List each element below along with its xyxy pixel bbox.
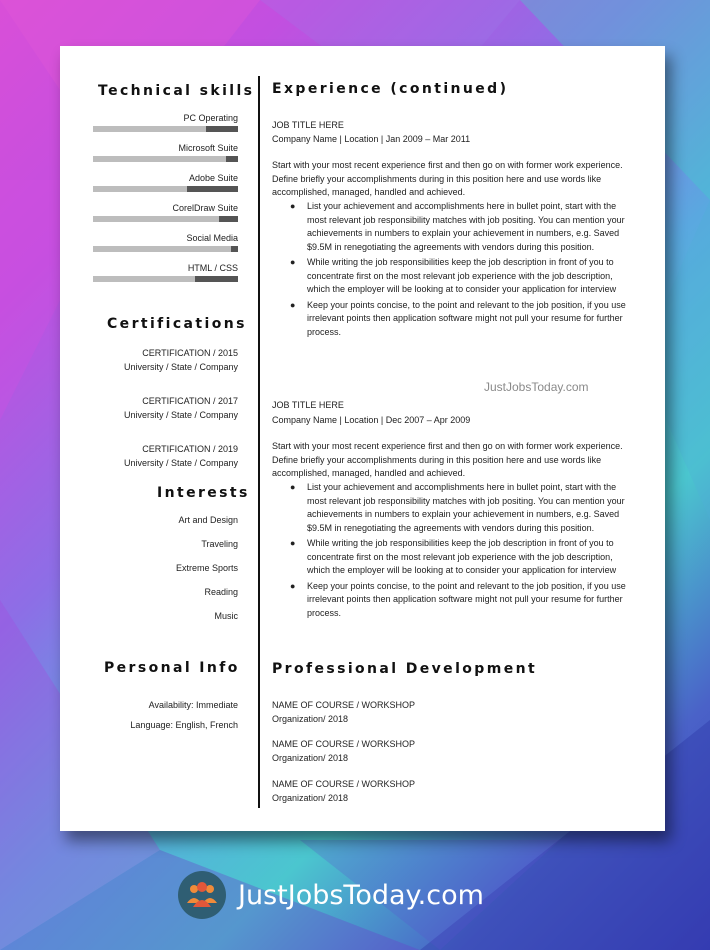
interests-heading: Interests xyxy=(157,485,250,501)
course-org: Organization/ 2018 xyxy=(272,714,349,724)
certification-place: University / State / Company xyxy=(123,362,238,372)
skill-bar xyxy=(93,156,238,162)
skill-label: CorelDraw Suite xyxy=(172,203,238,213)
job-intro: Start with your most recent experience first and then go on with former work experience. Define briefly your accomplishments during in this position here and use words like accomplished, managed, handled and achieved. xyxy=(272,441,623,478)
skill-item xyxy=(93,232,238,252)
people-group-icon xyxy=(178,871,226,919)
job-meta: Company Name | Location | Dec 2007 – Apr 2009 xyxy=(272,415,471,425)
technical-skills-heading: Technical skills xyxy=(98,83,255,99)
list-item: ● List your achievement and accomplishments here in bullet point, start with the most relevant job responsibility matches with job positing. You can mention your achievements in numbers to explain your achievement in numbers, e.g. Saved $9.5M in renegotiating the agreements with vendors during this position. xyxy=(290,201,625,252)
course-name: NAME OF COURSE / WORKSHOP xyxy=(272,779,416,789)
bullet-icon: ● xyxy=(290,482,296,492)
course-name: NAME OF COURSE / WORKSHOP xyxy=(272,739,416,749)
skill-item xyxy=(93,112,238,132)
personal-info-heading: Personal Info xyxy=(104,660,240,676)
certification-title: CERTIFICATION / 2015 xyxy=(142,348,238,358)
certification-place: University / State / Company xyxy=(123,410,238,420)
watermark: JustJobsToday.com xyxy=(484,380,589,394)
experience-heading: Experience (continued) xyxy=(272,81,509,97)
interest-item: Traveling xyxy=(201,539,238,549)
bullet-icon: ● xyxy=(290,538,296,548)
skill-label: PC Operating xyxy=(183,113,238,123)
skill-label: Microsoft Suite xyxy=(178,143,238,153)
job-bullets xyxy=(290,481,635,622)
job-title: JOB TITLE HERE xyxy=(272,120,344,130)
skill-bar xyxy=(93,216,238,222)
resume-page xyxy=(60,46,665,831)
interest-item: Music xyxy=(214,611,238,621)
skill-item xyxy=(93,262,238,282)
professional-development-heading: Professional Development xyxy=(272,661,538,677)
bullet-icon: ● xyxy=(290,257,296,267)
skill-bar xyxy=(93,246,238,252)
job-bullets xyxy=(290,200,635,341)
certification-title: CERTIFICATION / 2019 xyxy=(142,444,238,454)
list-item: ● While writing the job responsibilities keep the job description in front of you to concentrate first on the most relevant job experience with the job description, which the employer will be looking at to consider your application for interview xyxy=(290,538,617,575)
personal-info-item: Language: English, French xyxy=(130,720,238,730)
certifications-heading: Certifications xyxy=(107,316,247,332)
interest-item: Extreme Sports xyxy=(175,563,238,573)
interest-item: Art and Design xyxy=(178,515,238,525)
skill-label: Social Media xyxy=(186,233,238,243)
skill-bar xyxy=(93,276,238,282)
course-org: Organization/ 2018 xyxy=(272,753,349,763)
brand-name: JustJobsToday.com xyxy=(238,879,484,911)
skill-bar xyxy=(93,186,238,192)
list-item: ● Keep your points concise, to the point and relevant to the job position, if you use irrelevant points then application software might not pull your resume for further process. xyxy=(290,299,626,337)
bullet-icon: ● xyxy=(290,299,296,310)
column-divider xyxy=(258,76,260,808)
course-name: NAME OF COURSE / WORKSHOP xyxy=(272,700,416,710)
list-item: ● While writing the job responsibilities keep the job description in front of you to concentrate first on the most relevant job experience with the job description, which the employer will be looking at to consider your application for interview xyxy=(290,257,617,294)
list-item: ● Keep your points concise, to the point and relevant to the job position, if you use irrelevant points then application software might not pull your resume for further process. xyxy=(290,580,626,618)
skill-item xyxy=(93,172,238,192)
bullet-icon: ● xyxy=(290,201,296,211)
brand-footer xyxy=(178,870,484,920)
skill-bar xyxy=(93,126,238,132)
job-meta: Company Name | Location | Jan 2009 – Mar 2011 xyxy=(272,134,471,144)
skill-item xyxy=(93,202,238,222)
certification-title: CERTIFICATION / 2017 xyxy=(142,396,238,406)
skill-label: Adobe Suite xyxy=(188,173,238,183)
skill-item xyxy=(93,142,238,162)
interest-item: Reading xyxy=(204,587,238,597)
skill-label: HTML / CSS xyxy=(187,263,238,273)
personal-info-item: Availability: Immediate xyxy=(148,700,238,710)
course-org: Organization/ 2018 xyxy=(272,793,349,803)
list-item: ● List your achievement and accomplishments here in bullet point, start with the most relevant job responsibility matches with job positing. You can mention your achievements in numbers to explain your achievement in numbers, e.g. Saved $9.5M in renegotiating the agreements with vendors during this position. xyxy=(290,482,625,533)
job-intro: Start with your most recent experience first and then go on with former work experience. Define briefly your accomplishments during in this position here and use words like accomplished, managed, handled and achieved. xyxy=(272,160,623,197)
job-title: JOB TITLE HERE xyxy=(272,400,344,410)
certification-place: University / State / Company xyxy=(123,458,238,468)
bullet-icon: ● xyxy=(290,580,296,591)
